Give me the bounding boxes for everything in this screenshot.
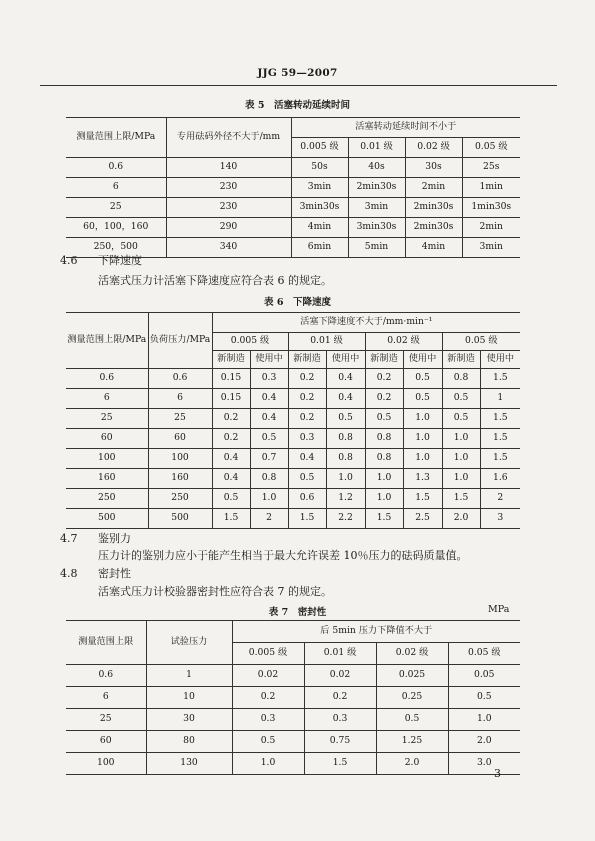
table-cell: 1.0 — [403, 429, 442, 449]
table-cell: 0.5 — [212, 489, 250, 509]
table-cell: 25 — [66, 709, 146, 731]
table-cell: 0.6 — [66, 665, 146, 687]
table-cell: 1.2 — [326, 489, 365, 509]
table-cell: 0.8 — [365, 449, 403, 469]
table-cell: 250 — [148, 489, 212, 509]
table-cell: 0.25 — [376, 687, 448, 709]
table-cell: 3min — [348, 198, 405, 218]
table-cell: 100 — [148, 449, 212, 469]
table6-grade: 0.005 级 — [212, 333, 288, 351]
table-cell: 1.5 — [365, 509, 403, 529]
table-cell: 1.5 — [480, 429, 520, 449]
table6-sub-inuse: 使用中 — [250, 351, 288, 369]
table-cell: 0.5 — [250, 429, 288, 449]
table-row — [66, 489, 520, 509]
table7-header-range: 测量范围上限 — [66, 621, 146, 665]
table6-sub-new: 新制造 — [442, 351, 480, 369]
table-cell: 6 — [66, 389, 148, 409]
table-cell: 6 — [66, 178, 166, 198]
section-4-7-text: 压力计的鉴别力应小于能产生相当于最大允许误差 10％压力的砝码质量值。 — [98, 549, 468, 562]
table-cell: 1.0 — [442, 469, 480, 489]
table7-header-test: 试验压力 — [146, 621, 232, 665]
table-cell: 0.5 — [442, 409, 480, 429]
table-cell: 3min — [462, 238, 520, 258]
table-cell: 2min — [462, 218, 520, 238]
table6-caption: 表 6 下降速度 — [264, 297, 331, 308]
table-cell: 1.5 — [480, 409, 520, 429]
section-number: 4.6 — [60, 254, 78, 267]
table5-header-range: 测量范围上限/MPa — [66, 118, 166, 158]
table-cell: 6 — [66, 687, 146, 709]
table-cell: 25s — [462, 158, 520, 178]
table-cell: 100 — [66, 753, 146, 775]
table-cell: 5min — [348, 238, 405, 258]
table-cell: 500 — [66, 509, 148, 529]
table-cell: 25 — [66, 198, 166, 218]
table-cell: 0.4 — [212, 449, 250, 469]
table6-sub-new: 新制造 — [365, 351, 403, 369]
table-cell: 6 — [148, 389, 212, 409]
table6-grade: 0.01 级 — [288, 333, 365, 351]
table-cell: 0.2 — [212, 409, 250, 429]
table-row — [66, 158, 520, 178]
table-cell: 1.5 — [212, 509, 250, 529]
table7-grade: 0.01 级 — [304, 643, 376, 665]
section-title: 下降速度 — [98, 254, 142, 267]
table-cell: 2.0 — [376, 753, 448, 775]
table-row — [66, 687, 520, 709]
table-cell: 3min30s — [348, 218, 405, 238]
table-row — [66, 469, 520, 489]
section-number: 4.7 — [60, 532, 78, 545]
table-cell: 0.3 — [304, 709, 376, 731]
table-cell: 1 — [480, 389, 520, 409]
table-cell: 0.8 — [365, 429, 403, 449]
table-cell: 40s — [348, 158, 405, 178]
table5-header-weight: 专用砝码外径不大于/mm — [166, 118, 291, 158]
table5-caption: 表 5 活塞转动延续时间 — [245, 100, 350, 111]
table6-sub-inuse: 使用中 — [403, 351, 442, 369]
page-number: 3 — [494, 767, 501, 780]
table-cell: 0.8 — [326, 429, 365, 449]
section-4-8-text: 活塞式压力计校验器密封性应符合表 7 的规定。 — [98, 585, 332, 598]
section-number: 4.8 — [60, 567, 78, 580]
table7-caption: 表 7 密封性 — [268, 607, 327, 618]
table-cell: 1min — [462, 178, 520, 198]
table-cell: 0.5 — [376, 709, 448, 731]
table-row — [66, 178, 520, 198]
table-cell: 0.2 — [232, 687, 304, 709]
table5 — [66, 117, 520, 258]
table-row — [66, 509, 520, 529]
table6-header-range: 测量范围上限/MPa — [66, 313, 148, 369]
table-row — [66, 665, 520, 687]
table-cell: 0.5 — [403, 369, 442, 389]
table-cell: 0.02 — [304, 665, 376, 687]
table5-grade: 0.01 级 — [348, 138, 405, 158]
table-cell: 1.25 — [376, 731, 448, 753]
table7-grade: 0.02 级 — [376, 643, 448, 665]
table7 — [66, 620, 520, 775]
table-cell: 130 — [146, 753, 232, 775]
table-cell: 25 — [66, 409, 148, 429]
table-row — [66, 731, 520, 753]
table-row — [66, 369, 520, 389]
table6-sub-inuse: 使用中 — [480, 351, 520, 369]
section-title: 鉴别力 — [98, 532, 131, 545]
table-cell: 2 — [480, 489, 520, 509]
table-cell: 2.0 — [448, 731, 520, 753]
table-cell: 1.6 — [480, 469, 520, 489]
table-cell: 0.7 — [250, 449, 288, 469]
table-cell: 1.5 — [480, 369, 520, 389]
table-cell: 1.0 — [442, 429, 480, 449]
table-cell: 0.5 — [326, 409, 365, 429]
table-row — [66, 389, 520, 409]
table7-grade: 0.005 级 — [232, 643, 304, 665]
table-cell: 1.0 — [403, 449, 442, 469]
table6-sub-new: 新制造 — [288, 351, 326, 369]
table-cell: 0.75 — [304, 731, 376, 753]
table-cell: 500 — [148, 509, 212, 529]
table-cell: 0.05 — [448, 665, 520, 687]
table-cell: 50s — [291, 158, 348, 178]
table-cell: 1.5 — [304, 753, 376, 775]
table-cell: 1.0 — [442, 449, 480, 469]
table6-header-group: 活塞下降速度不大于/mm·min⁻¹ — [212, 313, 520, 333]
table-row — [66, 198, 520, 218]
table-row — [66, 449, 520, 469]
table-row — [66, 409, 520, 429]
table-cell: 0.8 — [442, 369, 480, 389]
table-row — [66, 218, 520, 238]
table5-grade: 0.005 级 — [291, 138, 348, 158]
table-cell: 1.0 — [403, 409, 442, 429]
table-cell: 0.8 — [250, 469, 288, 489]
table-cell: 2.2 — [326, 509, 365, 529]
table-cell: 60，100，160 — [66, 218, 166, 238]
table-cell: 0.5 — [288, 469, 326, 489]
table-row — [66, 429, 520, 449]
table-cell: 2min30s — [348, 178, 405, 198]
table-cell: 0.2 — [288, 409, 326, 429]
table6-sub-inuse: 使用中 — [326, 351, 365, 369]
section-4-8-heading — [60, 565, 131, 581]
table-cell: 0.02 — [232, 665, 304, 687]
table-cell: 0.5 — [442, 389, 480, 409]
table-cell: 0.3 — [232, 709, 304, 731]
table-cell: 0.3 — [250, 369, 288, 389]
section-title: 密封性 — [98, 567, 131, 580]
table-cell: 0.2 — [212, 429, 250, 449]
table-cell: 1.0 — [365, 489, 403, 509]
table-cell: 1 — [146, 665, 232, 687]
table-cell: 0.2 — [365, 389, 403, 409]
table-cell: 60 — [148, 429, 212, 449]
table-cell: 2min30s — [405, 198, 462, 218]
table-cell: 0.3 — [288, 429, 326, 449]
table-cell: 30s — [405, 158, 462, 178]
table-cell: 160 — [66, 469, 148, 489]
table-cell: 250，500 — [66, 238, 166, 258]
table-cell: 4min — [405, 238, 462, 258]
table-cell: 3min30s — [291, 198, 348, 218]
table6-grade: 0.05 级 — [442, 333, 520, 351]
table-cell: 4min — [291, 218, 348, 238]
table6-sub-new: 新制造 — [212, 351, 250, 369]
table-cell: 2 — [250, 509, 288, 529]
table-cell: 0.4 — [288, 449, 326, 469]
table7-unit: MPa — [488, 604, 510, 615]
table-cell: 2min30s — [405, 218, 462, 238]
table-cell: 0.4 — [250, 389, 288, 409]
table-cell: 0.8 — [326, 449, 365, 469]
table-cell: 160 — [148, 469, 212, 489]
table-cell: 0.6 — [66, 158, 166, 178]
table-cell: 0.4 — [326, 369, 365, 389]
table-cell: 3 — [480, 509, 520, 529]
table-cell: 0.4 — [250, 409, 288, 429]
table-cell: 0.15 — [212, 369, 250, 389]
section-4-7-heading — [60, 530, 131, 546]
table6-header-load: 负荷压力/MPa — [148, 313, 212, 369]
table-cell: 1.5 — [480, 449, 520, 469]
table-cell: 1.0 — [232, 753, 304, 775]
section-4-6-text: 活塞式压力计活塞下降速度应符合表 6 的规定。 — [98, 274, 332, 287]
table-cell: 1.5 — [288, 509, 326, 529]
table-cell: 0.4 — [326, 389, 365, 409]
table-cell: 2min — [405, 178, 462, 198]
table-cell: 25 — [148, 409, 212, 429]
table6 — [66, 312, 520, 529]
table-cell: 140 — [166, 158, 291, 178]
table-row — [66, 753, 520, 775]
table-cell: 0.5 — [232, 731, 304, 753]
table-cell: 1.0 — [326, 469, 365, 489]
section-4-6-heading — [60, 252, 142, 268]
table-cell: 0.2 — [365, 369, 403, 389]
table-cell: 0.2 — [304, 687, 376, 709]
table-cell: 1.0 — [365, 469, 403, 489]
table-cell: 10 — [146, 687, 232, 709]
table-cell: 250 — [66, 489, 148, 509]
table-cell: 2.5 — [403, 509, 442, 529]
document-code: JJG 59—2007 — [257, 67, 338, 79]
table-cell: 0.2 — [288, 369, 326, 389]
table-cell: 60 — [66, 731, 146, 753]
table-cell: 1min30s — [462, 198, 520, 218]
table-cell: 3min — [291, 178, 348, 198]
table5-header-group: 活塞转动延续时间不小于 — [291, 118, 520, 138]
table-cell: 100 — [66, 449, 148, 469]
table-cell: 1.3 — [403, 469, 442, 489]
table-cell: 1.5 — [442, 489, 480, 509]
table-cell: 0.5 — [448, 687, 520, 709]
table7-header-group: 后 5min 压力下降值不大于 — [232, 621, 520, 643]
table-cell: 80 — [146, 731, 232, 753]
table-cell: 0.6 — [288, 489, 326, 509]
table-cell: 0.2 — [288, 389, 326, 409]
table-cell: 290 — [166, 218, 291, 238]
table-cell: 1.0 — [448, 709, 520, 731]
table-cell: 30 — [146, 709, 232, 731]
table-cell: 3.0 — [448, 753, 520, 775]
table-cell: 1.5 — [403, 489, 442, 509]
table5-grade: 0.02 级 — [405, 138, 462, 158]
table-cell: 0.5 — [403, 389, 442, 409]
table-cell: 1.0 — [250, 489, 288, 509]
table-cell: 230 — [166, 178, 291, 198]
table-cell: 60 — [66, 429, 148, 449]
table-cell: 6min — [291, 238, 348, 258]
table7-grade: 0.05 级 — [448, 643, 520, 665]
table-cell: 0.15 — [212, 389, 250, 409]
table-row — [66, 709, 520, 731]
table-cell: 0.5 — [365, 409, 403, 429]
header-rule — [40, 85, 557, 86]
table-cell: 0.4 — [212, 469, 250, 489]
table-cell: 0.025 — [376, 665, 448, 687]
table6-grade: 0.02 级 — [365, 333, 442, 351]
table-cell: 2.0 — [442, 509, 480, 529]
table-cell: 0.6 — [66, 369, 148, 389]
table5-grade: 0.05 级 — [462, 138, 520, 158]
table-cell: 230 — [166, 198, 291, 218]
table-cell: 340 — [166, 238, 291, 258]
table-cell: 0.6 — [148, 369, 212, 389]
